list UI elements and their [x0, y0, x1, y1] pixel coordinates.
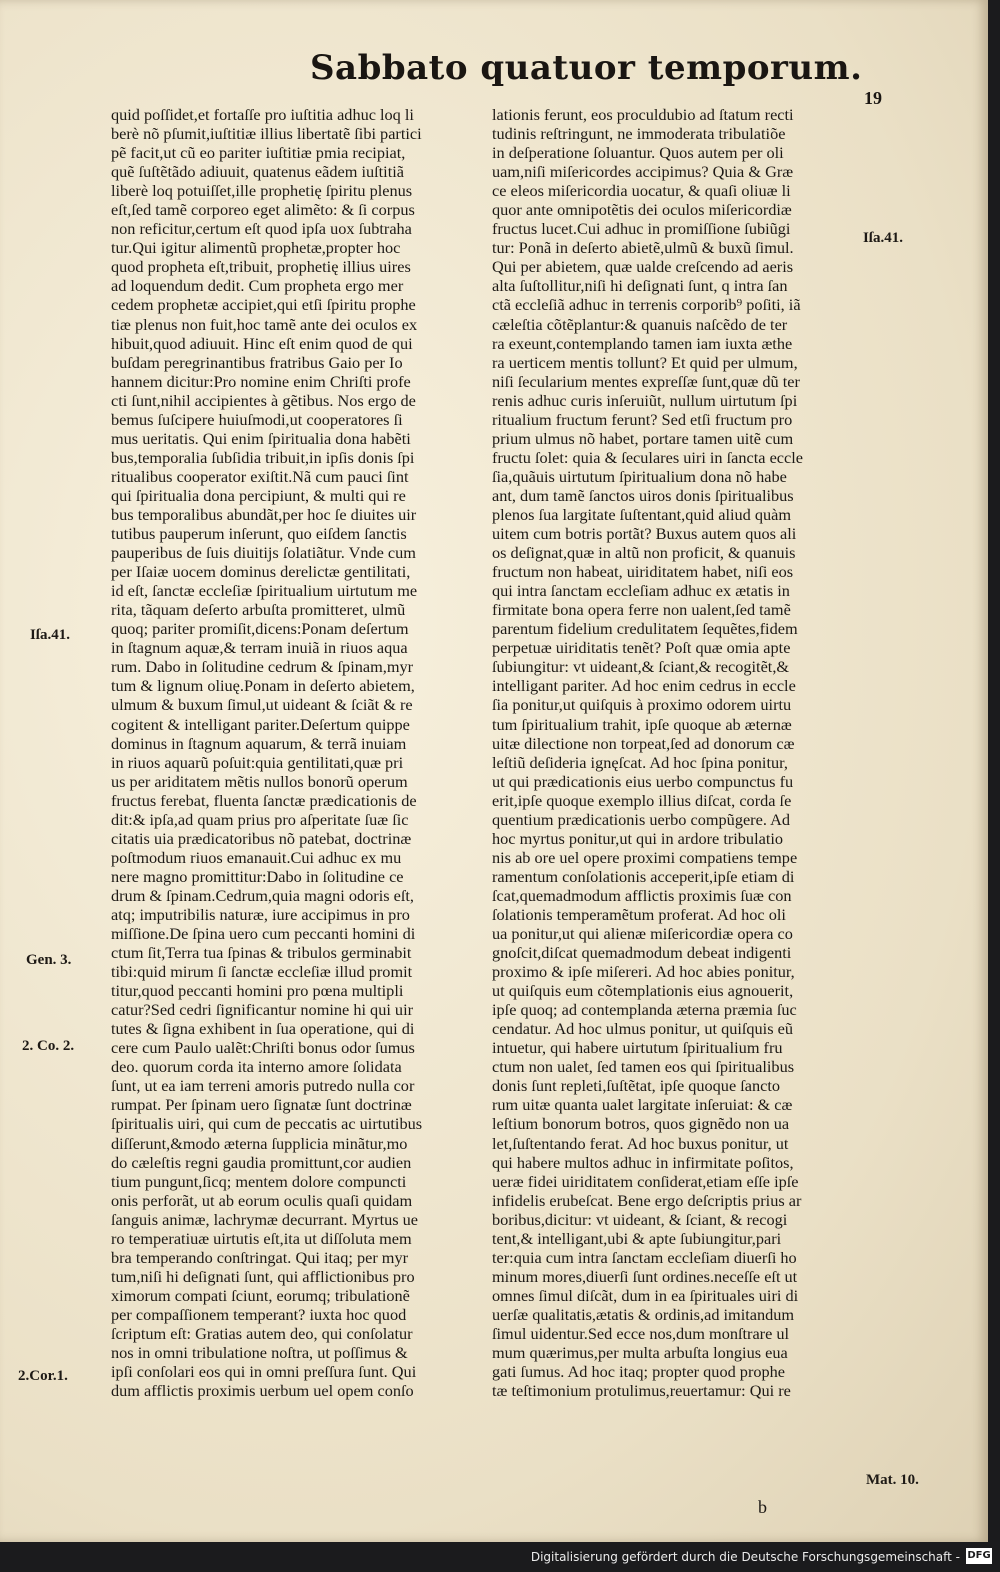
right-column-line: fructus lucet.Cui adhuc in promiſſione ſubiũgi [492, 219, 791, 239]
right-column-line: minum mores,diuerſi ſunt ordines.neceſſe eſt ut [492, 1266, 798, 1286]
right-column-line: ritualium fructum ferunt? Sed etſi fructum pro [492, 409, 793, 429]
left-column-line: dominus in ſtagnum aquarum, & terrã inuiam [111, 733, 407, 753]
right-column-line: alta ſuſtollitur,niſi hi deſignati ſunt, q intra ſan [492, 276, 788, 296]
right-column-line: ut qui prædicationis eius uerbo compunctus fu [492, 771, 794, 791]
left-column-line: do cæleſtis regni gaudia promittunt,cor audien [111, 1152, 412, 1172]
right-column-line: cendatur. Ad hoc ulmus ponitur, ut quiſquis eũ [492, 1019, 793, 1039]
right-column-line: ce eleos miſericordia uocatur, & quaſi oliuæ li [492, 181, 791, 201]
right-column-line: tent,& intelligant,ubi & apte ſubiungitur,pari [492, 1228, 782, 1248]
left-column-line: atq; imputribilis naturæ, iure accipimus in pro [111, 904, 410, 924]
right-column-line: uam,niſi miſericordes accipimus? Quia & Græ [492, 162, 794, 182]
left-column-line: tibi:quid mirum ſi ſanctæ eccleſiæ illud promit [111, 962, 413, 982]
left-column-line: quod propheta eſt,tribuit, prophetię illius uires [111, 257, 411, 277]
left-column-line: ipſi conſolari eos qui in omni preſſura ſunt. Qui [111, 1362, 417, 1382]
margin-note-isaiah-right: Iſa.41. [863, 230, 904, 246]
right-column-line: os deſignat,quæ in altũ non proficit, & quanuis [492, 543, 796, 563]
left-column-line: quid poſſidet,et fortaſſe pro iuſtitia adhuc loq li [111, 105, 414, 124]
right-column-line: ant, dum tamẽ ſanctos uiros donis ſpiritualibus [492, 485, 794, 505]
right-column-line: ſolationis temperamẽtum proferat. Ad hoc oli [492, 904, 786, 924]
viewer-footer [0, 1542, 1000, 1572]
left-column-line: tium pungunt,ſicq; mentem dolore compuncti [111, 1171, 407, 1191]
left-column-line: bra temperando conſtringat. Qui itaq; per myr [111, 1247, 409, 1267]
left-column-line: ſanguis animæ, lachrymæ decurrant. Myrtus ue [111, 1209, 419, 1229]
right-column-line: uitæ dilectione non torpeat,ſed ad donorum cæ [492, 733, 795, 753]
margin-note-matthew: Mat. 10. [866, 1472, 919, 1488]
right-column-line: tum ſpiritualium trahit, ipſe quoque ab æternæ [492, 714, 792, 734]
left-column-line: per Iſaiæ uocem dominus derelictæ gentilitati, [111, 562, 411, 582]
right-column-line: qui intra ſanctam eccleſiam adhuc ex ætatis in [492, 581, 790, 601]
right-column-line: intuetur, qui habere uirtutum ſpiritualium fru [492, 1038, 783, 1058]
left-column-line: hannem dicitur:Pro nomine enim Chriſti profe [111, 371, 411, 391]
right-column-line: prium ulmus nõ habet, portare tamen uitẽ cum [492, 428, 794, 448]
right-column-line: ra uerticem mentis tollunt? Et quid per ulmum, [492, 352, 798, 372]
left-column-line: mus ueritatis. Qui enim ſpiritualia dona habẽti [111, 428, 411, 448]
left-column-line: dit:& ipſa,ad quam prius pro aſperitate ſuæ ſic [111, 809, 409, 829]
left-column-line: tur.Qui igitur alimentũ prophetæ,propter hoc [111, 238, 401, 258]
right-column-line: mum quærimus,per multa arbuſta longius eua [492, 1343, 788, 1363]
right-column-line: hoc myrtus ponitur,ut qui in ardore tribulatio [492, 828, 784, 848]
margin-note-genesis: Gen. 3. [26, 952, 72, 968]
left-column-line: berè nõ pſumit,iuſtitiæ illius libertatẽ ſibi partici [111, 124, 422, 144]
left-column-line: cedem prophetæ accipiet,qui etſi ſpiritu prophe [111, 295, 416, 315]
left-column-line: ſpiritualis uiri, qui cum de peccatis ac uirtutibus [111, 1114, 423, 1134]
right-column-line: ut quiſquis eum cõtemplationis eius agnouerit, [492, 981, 794, 1001]
left-column-line: in ſtagnum aquæ,& terram inuiã in riuos aqua [111, 638, 408, 658]
right-column-line: uerſæ qualitatis,ætatis & ordinis,ad imitandum [492, 1304, 795, 1324]
right-column-line: ra exeunt,contemplando tamen iam iuxta æthe [492, 333, 793, 353]
left-column-line: id eſt, ſanctæ eccleſiæ ſpiritualium uirtutum me [111, 581, 418, 601]
left-column-line: us per ariditatem mẽtis nullos bonorũ operum [111, 771, 408, 791]
right-column-line: let,ſuſtentando ferat. Ad hoc buxus ponitur, ut [492, 1133, 789, 1153]
right-column-line: ſia ponitur,ut quiſquis à proximo odorem uirtu [492, 695, 792, 715]
running-title: Sabbato quatuor temporum. [310, 48, 863, 88]
left-column-line: tum,niſi hi deſignati ſunt, qui afflictionibus pro [111, 1266, 415, 1286]
left-column-line: ſcriptum eſt: Gratias autem deo, qui conſolatur [111, 1324, 413, 1343]
left-column-line: ulmum & buxum ſimul,ut uideant & ſciãt & re [111, 695, 413, 715]
right-column-line: rum uitæ quanta ualet largitate inſeruiat: & cæ [492, 1095, 793, 1115]
left-column-line: cogitent & intelligant pariter.Deſertum quippe [111, 714, 410, 734]
dfg-logo: DFG [966, 1548, 992, 1564]
left-column-line: onis perforãt, ut ab eorum oculis quaſi quidam [111, 1190, 413, 1210]
folio-number: 19 [864, 88, 882, 108]
left-column-line: ro temperatiuæ uirtutis eſt,ita ut diſſoluta mem [111, 1228, 412, 1248]
left-column-line: ctum ſit,Terra tua ſpinas & tribulos germinabit [111, 943, 412, 963]
left-column-line: bemus ſuſcipere huiuſmodi,ut cooperatores ſi [111, 409, 403, 429]
right-column-line: tæ teſtimonium protulimus,reuertamur: Qui re [492, 1381, 791, 1401]
left-column-line: rita, tãquam deſerto arbuſta promitteret, ulmũ [111, 600, 406, 620]
left-column-line: quoq; pariter promiſit,dicens:Ponam deſertum [111, 619, 409, 639]
left-column-line: diſſerunt,&modo æterna ſupplicia minãtur,mo [111, 1133, 408, 1153]
right-column-line: ueræ fidei uiriditatem conſiderat,etiam eſſe ipſe [492, 1171, 799, 1191]
right-column-line: tudinis reſtringunt, ne immoderata tribulatiõe [492, 124, 786, 144]
left-column-line: deo. quorum corda ita interno amore ſolidata [111, 1057, 402, 1077]
left-column-line: nere magno promittitur:Dabo in ſolitudine ce [111, 866, 404, 886]
right-column-line: ctum non ualet, ſed tamen eos qui ſpiritualibus [492, 1057, 795, 1077]
right-column-line: in deſperatione ſoluantur. Quos autem per oli [492, 143, 784, 163]
right-column-line: leſtium bonorum botros, quos gignẽdo non ua [492, 1114, 790, 1134]
left-column-line: cere cum Paulo ualẽt:Chriſti bonus odor ſumus [111, 1038, 415, 1058]
left-column-line: hibuit,quod adiuuit. Hinc eſt enim quod de qui [111, 333, 413, 353]
left-column-line: quẽ ſuſtẽtãdo adiuuit, quatenus eãdem iuſtitiã [111, 162, 404, 182]
margin-note-2-corinthians: 2. Co. 2. [22, 1038, 75, 1054]
left-column-line: ximorum compati ſciunt, eorumq; tribulationẽ [111, 1285, 410, 1305]
right-column-line: gnoſcit,diſcat quemadmodum debeat indigenti [492, 943, 792, 963]
left-column-line: citatis uia prædicatoribus nõ patebat, doctrinæ [111, 828, 412, 848]
right-column-line: Qui per abietem, quæ ualde creſcendo ad aeris [492, 257, 794, 277]
left-column-line: rumpat. Per ſpinam uero ſignatæ ſunt doctrinæ [111, 1095, 412, 1115]
left-column-line: bus,temporalia ſubſidia tribuit,in ipſis donis ſpi [111, 447, 415, 467]
right-column-line: firmitate bona opera ferre non ualent,ſed tamẽ [492, 600, 791, 620]
left-column-line: non reficitur,certum eſt quod ipſa uox ſubtraha [111, 219, 412, 239]
right-column-line: infidelis erubeſcat. Bene ergo deſcriptis prius ar [492, 1190, 802, 1210]
left-column-line: nos in omni tribulatione noſtra, ut poſſimus & [111, 1343, 408, 1363]
left-column-line: titur,quod peccanti homini pro pœna multipli [111, 981, 404, 1001]
left-column-line: ritualibus cooperator exiſtit.Nã cum pauci ſint [111, 466, 409, 486]
right-column-line: lationis ferunt, eos proculdubio ad ſtatum recti [492, 105, 794, 124]
right-column-line: ſcat,quemadmodum afflictis proximis ſuæ con [492, 885, 792, 905]
left-column-line: in riuos aquarũ poſuit:quia gentilitati,quæ pri [111, 752, 404, 772]
right-column-line: uitem cum botris portãt? Buxus autem quos ali [492, 524, 797, 544]
right-column-line: gati ſumus. Ad hoc itaq; propter quod prophe [492, 1362, 786, 1382]
left-text-column [111, 105, 463, 1400]
margin-note-2-corinthians-1: 2.Cor.1. [18, 1368, 68, 1384]
right-column-line: omnes ſimul diſcãt, dum in ea ſpirituales uiri di [492, 1285, 799, 1305]
left-column-line: dum afflictis proximis uerbum uel opem conſo [111, 1381, 414, 1401]
signature-mark: b [758, 1497, 767, 1517]
right-column-line: erit,ipſe quoque exemplo illius diſcat, corda ſe [492, 790, 792, 810]
left-column-line: tutes & ſigna exhibent in ſua operatione, qui di [111, 1019, 415, 1039]
left-column-line: bus temporalibus abundãt,per hoc ſe diuites uir [111, 504, 417, 524]
left-column-line: fructus ferebat, fluenta ſanctæ prædicationis de [111, 790, 417, 810]
right-text-column [492, 105, 862, 1400]
left-column-line: tutibus pauperum inſerunt, quo eiſdem ſanctis [111, 524, 407, 544]
right-column-line: ua ponitur,ut qui alienæ miſericordiæ opera co [492, 924, 793, 944]
left-column-line: catur?Sed cedri ſignificantur nomine hi qui uir [111, 1000, 414, 1020]
left-column-line: drum & ſpinam.Cedrum,quia magni odoris eſt, [111, 885, 414, 905]
right-column-line: cæleſtia cõtẽplantur:& quanuis naſcẽdo de ter [492, 314, 788, 334]
right-column-line: quentium prædicationis uerbo compũgere. Ad [492, 809, 790, 829]
right-column-line: parentum fidelium credulitatem ſequẽtes,fidem [492, 619, 798, 639]
left-column-line: tum & lignum oliuę.Ponam in deſerto abietem, [111, 676, 415, 696]
right-column-line: fructu ſolet: quia & ſeculares uiri in ſancta eccle [492, 447, 804, 467]
right-column-line: proximo & ipſe miſereri. Ad hoc abies ponitur, [492, 962, 795, 982]
right-column-line: ſimul uidentur.Sed ecce nos,dum monſtrare ul [492, 1324, 790, 1343]
right-column-line: qui habere multos adhuc in infirmitate poſitos, [492, 1152, 794, 1172]
right-column-line: renis adhuc curis inſeruiũt, nullum uirtutum ſpi [492, 390, 798, 410]
right-column-line: quor ante omnipotẽtis dei oculos miſericordiæ [492, 200, 792, 220]
right-column-line: ſubiungitur: vt uideant,& ſciant,& recogitẽt,& [492, 657, 790, 677]
right-column-line: niſi ſecularium mentes expreſſæ ſunt,quæ dũ ter [492, 371, 800, 391]
left-column-line: eſt,ſed tamẽ corporeo eget alimẽto: & ſi corpus [111, 200, 415, 220]
right-column-line: fructum non habeat, uiriditatem habet, niſi eos [492, 562, 794, 582]
right-column-line: nis ab ore uel opere proximi compatiens tempe [492, 847, 798, 867]
left-column-line: cti ſunt,nihil accipientes à gẽtibus. Nos ergo de [111, 390, 416, 410]
left-column-line: buſdam peregrinantibus fratribus Gaio per Io [111, 352, 403, 372]
right-column-line: ter:quia cum intra ſanctam eccleſiam diuerſi ho [492, 1247, 797, 1267]
left-column-line: ſunt, ut ea iam terreni amoris putredo nulla cor [111, 1076, 415, 1096]
right-column-line: ipſe quoq; ad contemplanda æterna præmia ſuc [492, 1000, 797, 1020]
left-column-line: miſſione.De ſpina uero cum peccanti homini di [111, 924, 416, 944]
right-column-line: intelligant pariter. Ad hoc enim cedrus in eccle [492, 676, 796, 696]
right-column-line: ctã eccleſiã adhuc in terrenis corporib⁹ poſiti, iã [492, 295, 801, 315]
left-column-line: per compaſſionem temperant? iuxta hoc quod [111, 1304, 407, 1324]
margin-note-isaiah-left: Iſa.41. [30, 627, 71, 643]
left-column-line: qui ſpiritualia dona percipiunt, & multi qui re [111, 485, 406, 505]
left-column-line: tiæ plenus non fuit,hoc tamẽ ante dei oculos ex [111, 314, 418, 334]
right-column-line: tur: Ponã in deſerto abietẽ,ulmũ & buxũ ſimul. [492, 238, 794, 258]
funding-credit: Digitalisierung gefördert durch die Deutsche Forschungsgemeinschaft - [530, 1550, 960, 1564]
left-column-line: pẽ facit,ut cũ eo pariter iuſtitiæ pmia recipiat, [111, 143, 406, 163]
right-column-line: plenos ſua largitate ſuſtentant,quid aliud quàm [492, 504, 792, 524]
left-column-line: poſtmodum riuos emanauit.Cui adhuc ex mu [111, 847, 402, 867]
right-column-line: donis ſunt repleti,ſuſtẽtat, ipſe quoque ſancto [492, 1076, 781, 1096]
left-column-line: ad loquendum dedit. Cum propheta ergo mer [111, 276, 404, 296]
right-column-line: boribus,dicitur: vt uideant, & ſciant, & recogi [492, 1209, 788, 1229]
right-column-line: perpetuæ uiriditatis tenẽt? Poſt quæ omia apte [492, 638, 791, 658]
left-column-line: liberè loq potuiſſet,ille prophetię ſpiritu plenus [111, 181, 413, 201]
right-column-line: ramentum conſolationis acceperit,ipſe etiam di [492, 866, 795, 886]
right-column-line: leſtiũ deſideria ignęſcat. Ad hoc ſpina ponitur, [492, 752, 788, 772]
left-column-line: pauperibus de ſuis diuitijs ſolatiãtur. Vnde cum [111, 543, 416, 563]
left-column-line: rum. Dabo in ſolitudine cedrum & ſpinam,myr [111, 657, 414, 677]
right-column-line: ſia,quãuis uirtutum ſpiritualium dona nõ habe [492, 466, 787, 486]
